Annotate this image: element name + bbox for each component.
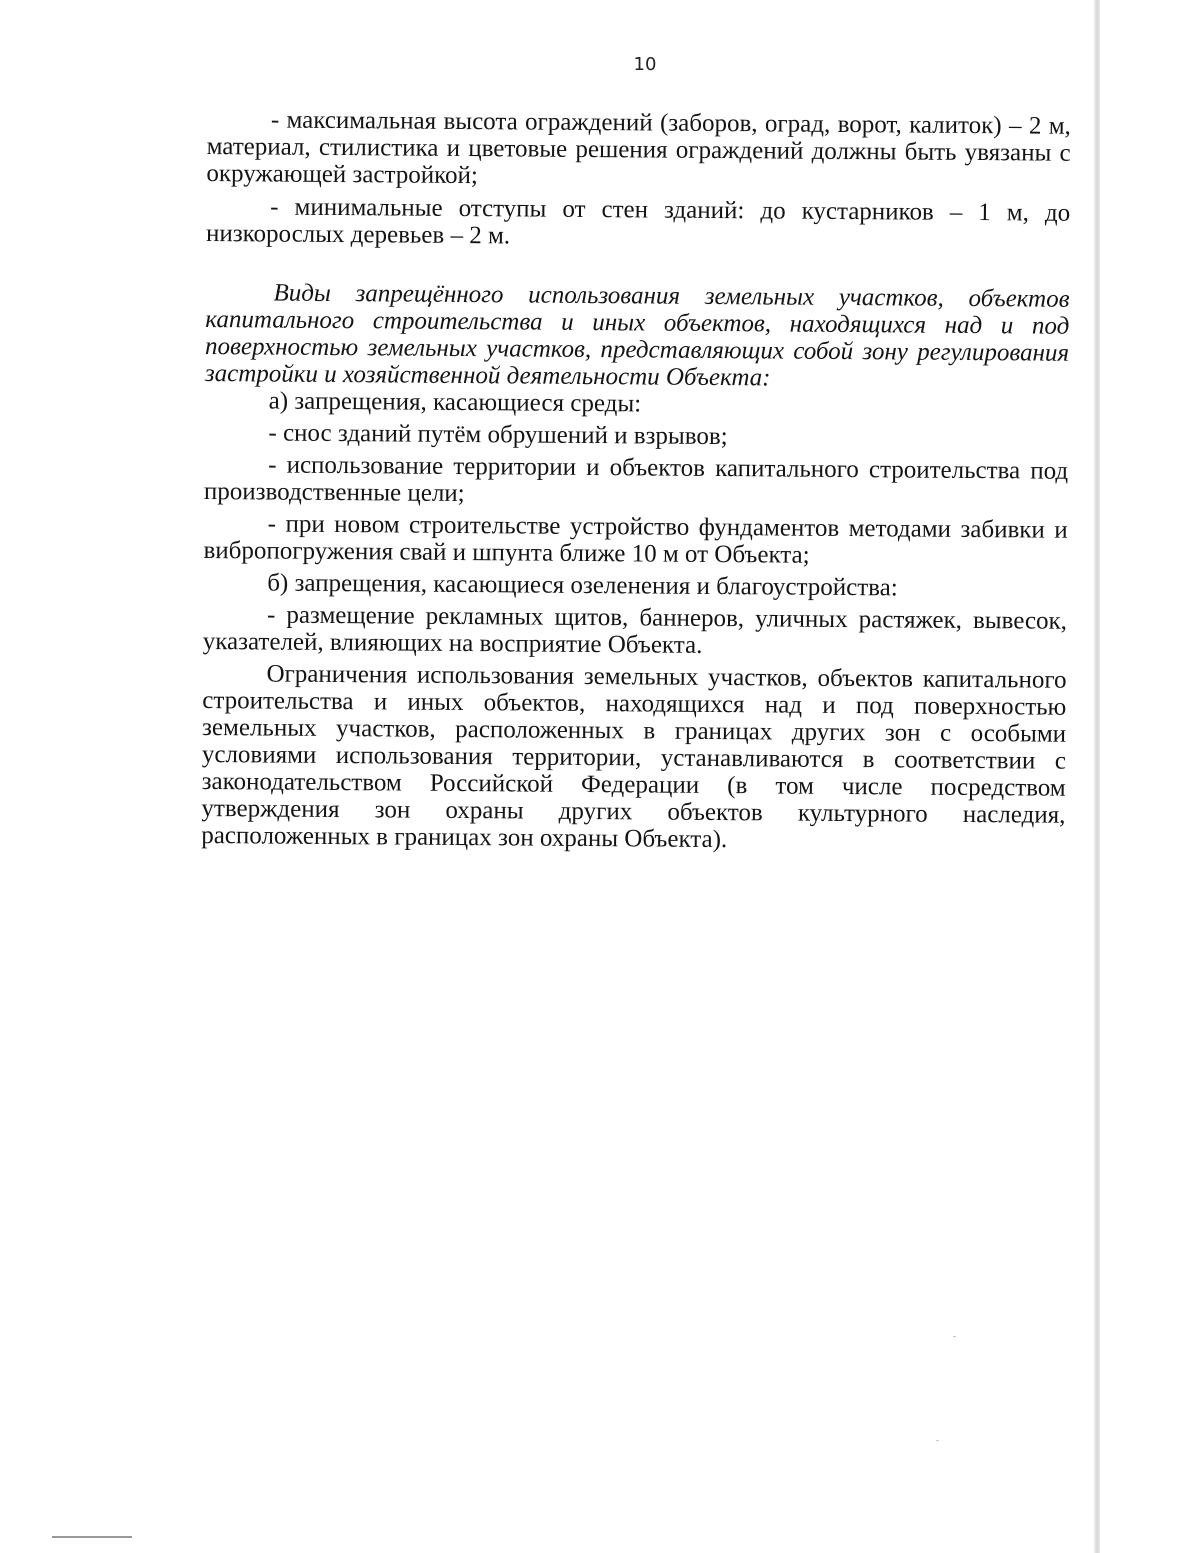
paragraph-demolition: - снос зданий путём обрушений и взрывов;: [268, 419, 728, 451]
paragraph-fence-height: - максимальная высота ограждений (заборов, оград, ворот, калиток) – 2 м, материал, стилистика и цветовые решения ограждений должны быть увязаны с окружающей застройкой;: [206, 106, 1071, 190]
paragraph-foundations: - при новом строительстве устройство фундаментов методами забивки и вибропогружения свай и шпунта ближе 10 м от Объекта;: [203, 510, 1068, 569]
document-body: [201, 106, 1071, 856]
paragraph-setbacks: - минимальные отступы от стен зданий: до кустарников – 1 м, до низкорослых деревьев – 2 м.: [205, 193, 1071, 250]
scan-bottom-mark: [52, 1536, 132, 1538]
paragraph-other-zones: Ограничения использования земельных участков, объектов капитального строительства и иных объектов, находящихся над и под поверхностью земельных участков, расположенных в границах других зон с особыми условиями использования территории, устанавливаются в соответствии с законодательством Российской Федерации (в том числе посредством утверждения зон охраны других объектов культурного наследия, расположенных в границах зон охраны Объекта).: [201, 660, 1067, 854]
paragraph-landscaping-restrictions: б) запрещения, касающиеся озеленения и благоустройства:: [267, 569, 898, 602]
paragraph-advertising: - размещение рекламных щитов, баннеров, уличных растяжек, вывесок, указателей, влияющих на восприятие Объекта.: [202, 601, 1068, 659]
scan-speck: [936, 1440, 939, 1441]
paragraph-environment-restrictions: а) запрещения, касающиеся среды:: [268, 387, 642, 418]
paragraph-industrial-use: - использование территории и объектов капитального строительства под производственные цели;: [203, 451, 1069, 508]
page-number: 10: [633, 54, 657, 75]
paragraph-prohibited-uses-heading: Виды запрещённого использования земельных участков, объектов капитального строительства и иных объектов, находящихся над и под поверхностью земельных участков, представляющих собой зону регулирования застройки и хозяйственной деятельности Объекта:: [204, 279, 1070, 392]
scan-speck: [953, 1336, 956, 1337]
scan-margin: [1100, 0, 1200, 1553]
